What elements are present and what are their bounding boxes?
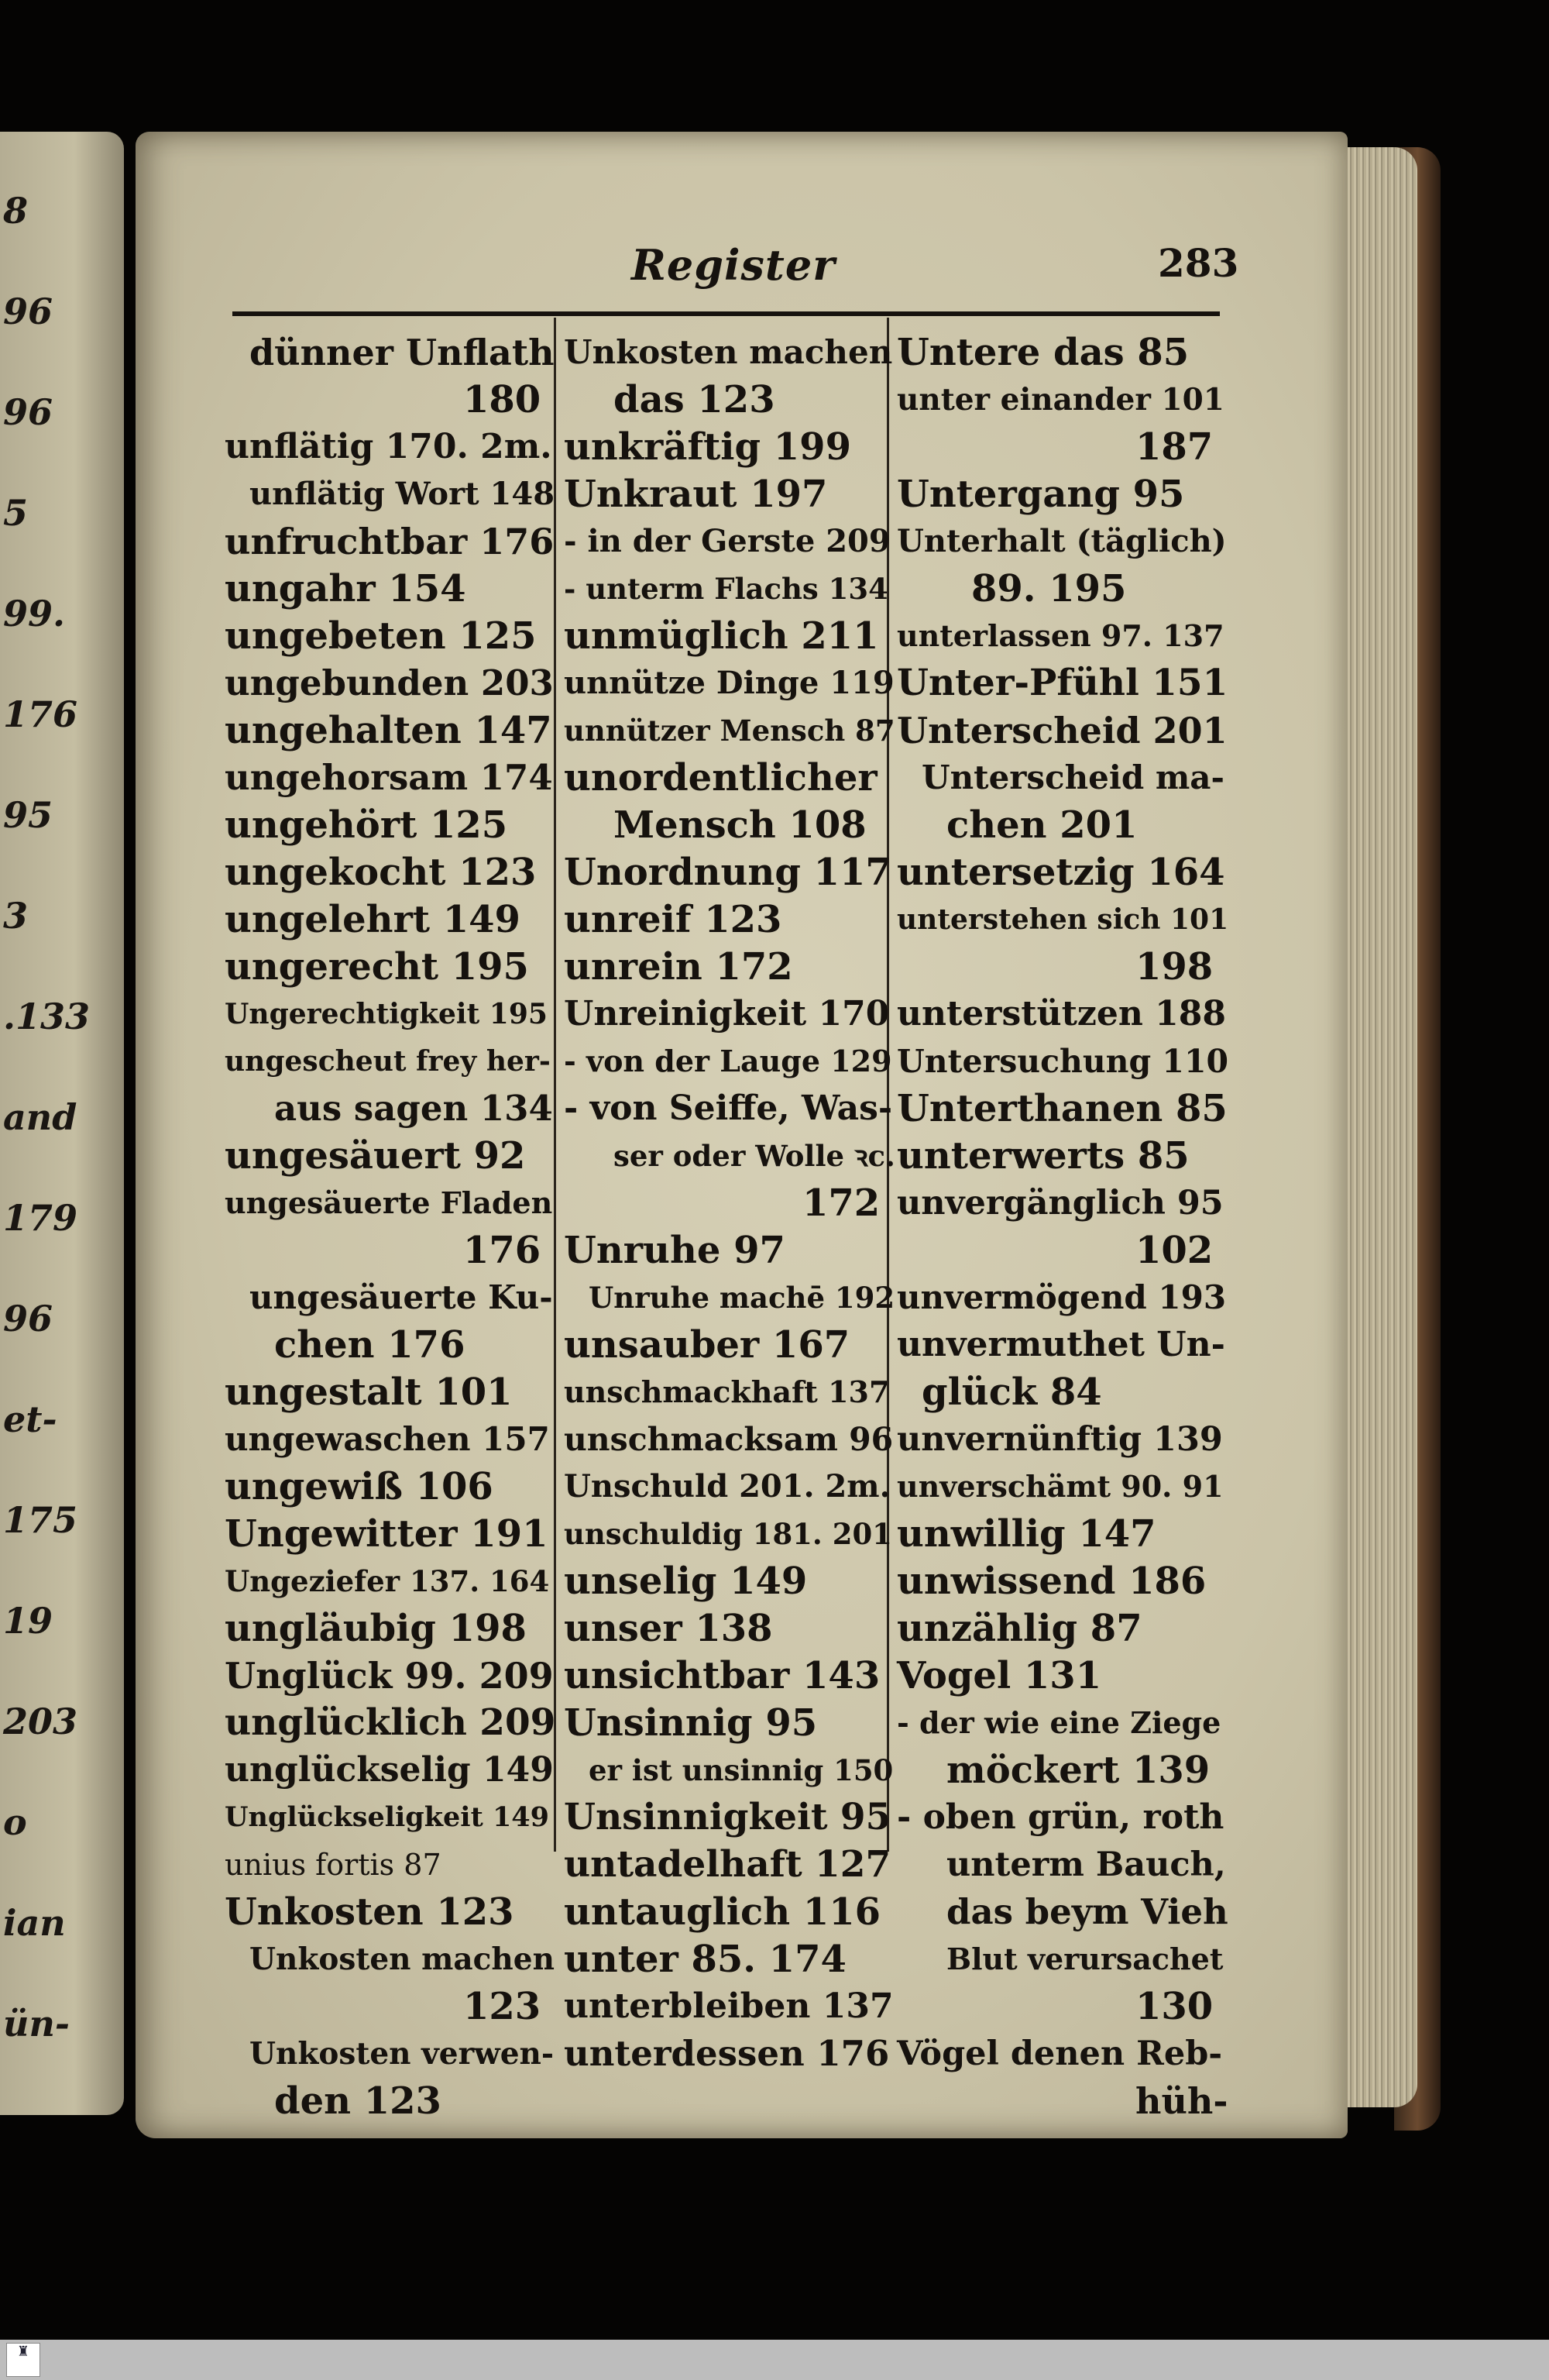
index-entry: ungekocht 123 (225, 851, 537, 894)
index-entry: Ungewitter 191 (225, 1512, 548, 1556)
index-entry: unordentlicher (564, 756, 878, 800)
index-entry: 198 (1135, 945, 1214, 989)
index-entry: unzählig 87 (897, 1607, 1142, 1650)
index-entry: Unkosten machen (564, 333, 893, 371)
left-page-fragment: and (3, 1096, 77, 1138)
index-entry: 172 (802, 1181, 881, 1225)
index-entry: ungelehrt 149 (225, 898, 520, 941)
index-entry: Unsinnigkeit 95 (564, 1796, 891, 1838)
index-entry: - von Seiffe, Was- (564, 1089, 893, 1128)
left-page-fragment: 203 (3, 1701, 78, 1742)
left-page-fragment: 179 (3, 1197, 78, 1239)
index-entry: ungehalten 147 (225, 709, 552, 752)
index-entry: unmüglich 211 (564, 614, 879, 658)
index-entry: unterwerts 85 (897, 1134, 1190, 1178)
index-entry: unrein 172 (564, 945, 793, 989)
index-entry: Untersuchung 110 (897, 1043, 1228, 1080)
index-entry: unvermögend 193 (897, 1278, 1227, 1316)
library-crest-icon: ♜ (16, 2344, 30, 2360)
column-rule-1 (554, 318, 556, 1852)
index-entry: Vogel 131 (897, 1654, 1102, 1697)
index-entry: chen 176 (274, 1323, 465, 1367)
index-entry: aus sagen 134 (274, 1088, 553, 1129)
index-entry: ungerecht 195 (225, 945, 529, 989)
index-entry: unser 138 (564, 1607, 773, 1650)
index-entry: Unglückseligkeit 149 (225, 1801, 550, 1833)
index-entry: chen 201 (946, 803, 1138, 847)
register-page (136, 132, 1348, 2138)
index-entry: 102 (1135, 1229, 1214, 1272)
index-entry: unterlassen 97. 137 (897, 618, 1224, 653)
index-entry: Vögel denen Reb- (897, 2034, 1223, 2073)
viewer-footer-bar (0, 2340, 1549, 2380)
index-entry: - der wie eine Ziege (897, 1705, 1221, 1740)
index-entry: 180 (463, 378, 541, 421)
library-logo (6, 2343, 40, 2377)
index-entry: unter einander 101 (897, 382, 1224, 418)
index-entry: Unkraut 197 (564, 473, 828, 516)
index-entry: unter 85. 174 (564, 1938, 847, 1981)
index-entry: unglücklich 209 (225, 1701, 556, 1744)
index-entry: untadelhaft 127 (564, 1843, 891, 1886)
index-entry: ungestalt 101 (225, 1371, 513, 1414)
index-entry: ungahr 154 (225, 567, 466, 610)
index-entry: untauglich 116 (564, 1890, 881, 1934)
index-entry: ungläubig 198 (225, 1607, 527, 1650)
index-entry: unschmacksam 96 (564, 1421, 894, 1458)
index-entry: dünner Unflath (249, 332, 555, 373)
index-entry: Ungeziefer 137. 164 (225, 1564, 550, 1598)
index-entry: Unterhalt (täglich) (897, 523, 1227, 559)
left-page-fragment: 176 (3, 693, 78, 735)
index-entry: unterstützen 188 (897, 994, 1227, 1034)
index-entry: Unschuld 201. 2m. (564, 1468, 891, 1505)
index-entry: unglückselig 149 (225, 1750, 554, 1790)
index-entry: ungebeten 125 (225, 614, 537, 658)
index-entry: - von der Lauge 129 (564, 1044, 892, 1078)
index-entry: er ist unsinnig 150 (589, 1753, 894, 1787)
index-entry: unvermuthet Un- (897, 1325, 1225, 1364)
index-entry: unflätig Wort 148 (249, 476, 555, 512)
left-page-fragment: 99. (3, 593, 66, 635)
index-entry: möckert 139 (946, 1749, 1211, 1792)
index-entry: unkräftig 199 (564, 425, 851, 469)
index-entry: unschmackhaft 137 (564, 1374, 890, 1409)
index-entry: ungesäuerte Ku- (249, 1278, 553, 1316)
index-entry: unwissend 186 (897, 1560, 1207, 1603)
index-entry: ungehorsam 174 (225, 757, 553, 798)
index-entry: ungewaschen 157 (225, 1420, 550, 1458)
index-entry: unius fortis 87 (225, 1848, 441, 1882)
index-entry: Unsinnig 95 (564, 1701, 818, 1745)
index-entry: Unkosten verwen- (249, 2036, 555, 2072)
index-entry: unverschämt 90. 91 (897, 1469, 1224, 1504)
index-entry: unvergänglich 95 (897, 1184, 1224, 1223)
index-entry: Unter-Pfühl 151 (897, 662, 1228, 704)
index-entry: Unterscheid 201 (897, 710, 1228, 751)
index-entry: Unruhe 97 (564, 1229, 785, 1272)
index-entry: 123 (463, 1985, 541, 2028)
left-page-fragment: ün- (3, 2003, 70, 2045)
index-entry: unselig 149 (564, 1560, 808, 1603)
index-entry: 187 (1135, 425, 1214, 469)
left-page-fragment: 96 (3, 1298, 53, 1340)
index-entry: unnützer Mensch 87 (564, 714, 895, 748)
index-entry: 176 (463, 1229, 541, 1272)
index-entry: untersetzig 164 (897, 851, 1225, 894)
index-entry: 130 (1135, 1985, 1214, 2028)
page-title: Register (631, 240, 836, 290)
left-page-fragment: 3 (3, 895, 29, 937)
left-page-fragment: 19 (3, 1600, 53, 1642)
index-entry: unfruchtbar 176 (225, 521, 555, 562)
index-entry: ungehört 125 (225, 803, 508, 847)
header-rule (232, 311, 1220, 316)
index-entry: unsichtbar 143 (564, 1654, 881, 1697)
index-entry: unterstehen sich 101 (897, 903, 1229, 936)
index-entry: Mensch 108 (613, 803, 867, 847)
index-entry: unvernünftig 139 (897, 1420, 1223, 1459)
index-entry: hüh- (1135, 2080, 1228, 2122)
index-entry: unterm Bauch, (946, 1845, 1226, 1884)
index-entry: Unordnung 117 (564, 851, 891, 894)
index-entry: unsauber 167 (564, 1323, 850, 1367)
index-entry: unreif 123 (564, 898, 782, 941)
left-page-fragment: 8 (3, 190, 29, 232)
index-entry: unterdessen 176 (564, 2033, 890, 2074)
left-page-fragment: 5 (3, 492, 29, 534)
index-entry: Unglück 99. 209 (225, 1655, 554, 1697)
left-page-fragment: ian (3, 1902, 66, 1944)
index-entry: Untergang 95 (897, 473, 1185, 516)
left-page-fragment: 96 (3, 291, 53, 332)
index-entry: - unterm Flachs 134 (564, 572, 888, 606)
index-entry: Ungerechtigkeit 195 (225, 998, 548, 1030)
index-entry: ungebunden 203 (225, 662, 554, 703)
index-entry: 89. 195 (971, 567, 1127, 610)
left-page-fragment: .133 (3, 996, 91, 1037)
index-entry: unwillig 147 (897, 1512, 1156, 1556)
index-entry: das 123 (613, 378, 775, 421)
index-entry: Untere das 85 (897, 331, 1190, 374)
page-number: 283 (1158, 240, 1239, 286)
index-entry: unschuldig 181. 201 (564, 1517, 892, 1551)
index-entry: den 123 (274, 2079, 441, 2123)
index-entry: ungescheut frey her- (225, 1045, 551, 1078)
left-facing-page (0, 132, 124, 2115)
left-page-fragment: o (3, 1801, 27, 1843)
index-entry: Unterthanen 85 (897, 1087, 1228, 1130)
index-entry: Blut verursachet (946, 1941, 1224, 1976)
index-entry: ser oder Wolle ꝛc. (613, 1139, 895, 1173)
left-page-fragment: et- (3, 1398, 57, 1440)
index-entry: ungewiß 106 (225, 1465, 493, 1508)
index-entry: unterbleiben 137 (564, 1986, 894, 2026)
left-page-fragment: 95 (3, 794, 53, 836)
left-page-fragment: 96 (3, 391, 53, 433)
index-entry: das beym Vieh (946, 1891, 1228, 1932)
index-entry: - in der Gerste 209 (564, 523, 891, 559)
index-entry: Unruhe machē 192 (589, 1281, 895, 1315)
index-entry: unflätig 170. 2m. (225, 427, 552, 466)
left-page-fragment: 175 (3, 1499, 78, 1541)
index-entry: ungesäuerte Fladen (225, 1185, 553, 1220)
index-entry: Unkosten 123 (225, 1890, 514, 1934)
index-entry: ungesäuert 92 (225, 1134, 526, 1178)
index-entry: Unterscheid ma- (922, 758, 1224, 796)
index-entry: glück 84 (922, 1371, 1102, 1414)
index-entry: Unreinigkeit 170 (564, 994, 890, 1034)
index-entry: Unkosten machen (249, 1941, 555, 1977)
index-entry: unnütze Dinge 119 (564, 665, 895, 701)
index-entry: - oben grün, roth (897, 1797, 1224, 1837)
